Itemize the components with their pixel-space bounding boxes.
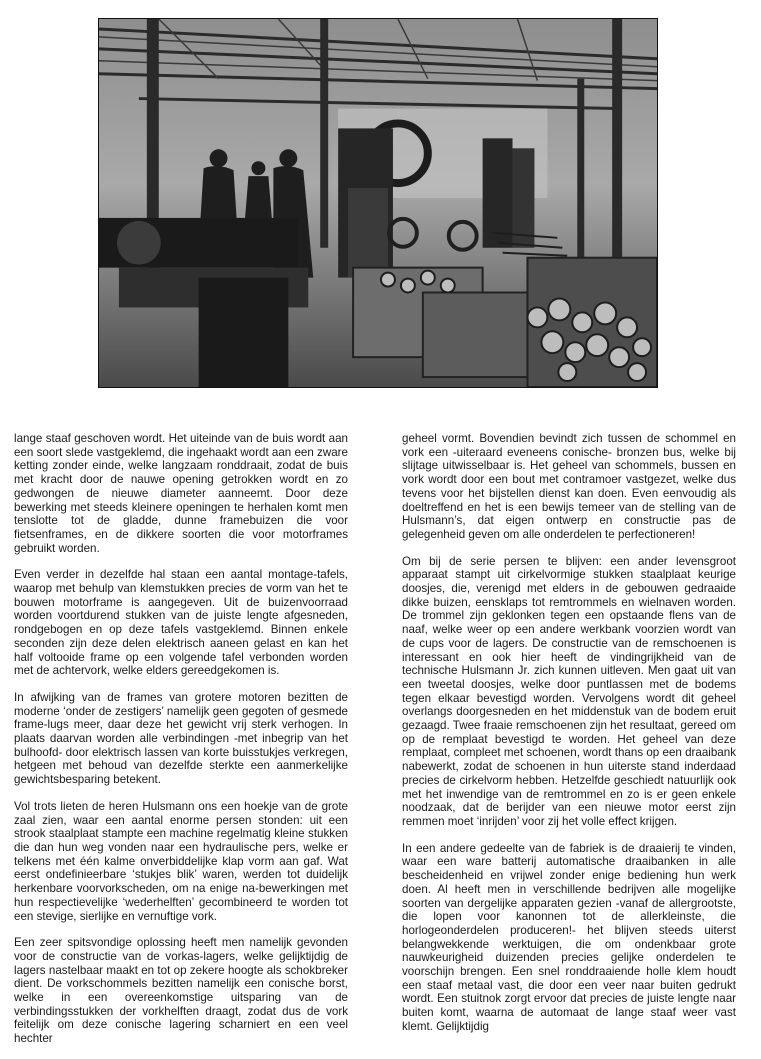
paragraph: lange staaf geschoven wordt. Het uiteinde van de buis wordt aan een soort slede vastgeklemd, die ingehaakt wordt aan een zware ketting zonder einde, welke langzaam ronddraait, zodat de buis met kracht door de nauwe opening getrokken wordt en zo gedwongen de nieuwe diameter aanneemt. Door deze bewerking met steeds kleinere openingen te herhalen komt men tenslotte tot de gladde, dunne framebuizen die voor fietsenframes, en de dikkere soorten die voor motorframes gebruikt worden. [14,432,348,555]
paragraph: Om bij de serie persen te blijven: een ander levensgroot apparaat stampt uit cirkelvormige stukken staalplaat keurige doosjes, die, verenigd met elders in de gebouwen gedraaide dikke buizen, eensklaps tot remtrommels en wielnaven worden. De trommel zijn geklonken tegen een opstaande flens van de naaf, welke weer op een andere werkbank voorzien wordt van de cups voor de lagers. De constructie van de remschoenen is interessant en ook hier heeft de vindingrijkheid van de technische Hulsmann Jr. zich kunnen uitleven. Men gaat uit van een tweetal doosjes, welke door puntlassen met de bodems tegen elkaar bevestigd worden. Vervolgens wordt dit geheel overlangs doorgesneden en het middenstuk van de bodem eruit gezaagd. Twee fraaie remschoenen zijn het resultaat, gereed om op de remplaat bevestigd te worden. Het geheel van deze remplaat, compleet met schoenen, wordt thans op een draaibank nabewerkt, zodat de schoenen in hun uiterste stand inderdaad precies de cirkelvorm hebben. Hetzelfde geschiedt natuurlijk ook met het inwendige van de remtrommel en zo is er geen enkele noodzaak, dat de berijder van een nieuwe motor eerst zijn remmen moet ‘inrijden’ voor zij het volle effect krijgen. [402,554,736,828]
factory-photo-image [99,19,657,387]
paragraph: geheel vormt. Bovendien bevindt zich tussen de schommel en vork een -uiteraard eveneens conische- bronzen bus, welke bij slijtage uitwisselbaar is. Het geheel van schommels, bussen en vork wordt door een bout met contramoer vastgezet, welke dus tevens voor het bijstellen dienst kan doen. Even eenvoudig als doeltreffend en het is een bewijs temeer van de stelling van de Hulsmann’s, dat eigen ontwerp en constructie pas de gelegenheid geven om alle onderdelen te perfectioneren! [402,432,736,541]
right-column [402,432,736,1047]
left-column [14,432,348,1059]
paragraph: Vol trots lieten de heren Hulsmann ons een hoekje van de grote zaal zien, waar een aantal enorme persen stonden: uit een strook staalplaat stampte een machine regelmatig kleine stukken die dan hun weg vonden naar een hydraulische pers, welke er telkens met één kalme onverbiddelijke klap vorm aan gaf. Wat eerst ondefinieerbare ‘stukjes blik’ waren, werden tot duidelijk herkenbare voorvorkscheden, om na enige na-bewerkingen met hun respectievelijke ‘wederhelften’ gecombineerd te worden tot een stevige, sierlijke en vernuftige vork. [14,799,348,923]
paragraph: Even verder in dezelfde hal staan een aantal montage-tafels, waarop met behulp van klemstukken precies de vorm van het te bouwen motorframe is aangegeven. Uit de buizenvoorraad worden voortdurend stukken van de juiste lengte afgesneden, rondgebogen en op deze tafels vastgeklemd. Binnen enkele seconden zijn deze delen elektrisch aaneen gelast en kan het half voltooide frame op een volgende tafel verbonden worden met de achtervork, welke elders gereedgekomen is. [14,568,348,678]
paragraph: Een zeer spitsvondige oplossing heeft men namelijk gevonden voor de constructie van de vorkas-lagers, welke gelijktijdig de lagers nastelbaar maakt en tot op zekere hoogte als schokbreker dient. De vorkschommels bezitten namelijk een conische borst, welke in een overeenkomstige uitsparing van de verbindingsstukken der vorkhelften draagt, zodat dus de vork feitelijk om deze conische lagering scharniert en een veel hechter [14,936,348,1046]
paragraph: In afwijking van de frames van grotere motoren bezitten de moderne ‘onder de zestigers’ namelijk geen gegoten of gesmede frame-lugs meer, daar deze het gewicht vrij sterk verhogen. In plaats daarvan worden alle verbindingen -met inbegrip van het bulhoofd- door elektrisch lassen van korte buisstukjes verkregen, hetgeen met behoud van dezelfde sterkte een aanmerkelijke gewichtsbesparing betekent. [14,690,348,787]
paragraph: In een andere gedeelte van de fabriek is de draaierij te vinden, waar een ware batterij automatische draaibanken in alle bescheidenheid en vrijwel zonder enige bediening hun werk doen. Al heeft men in verschillende bedrijven alle mogelijke soorten van dergelijke apparaten gezien -vanaf de allergrootste, die lopen voor kanonnen tot de allerkleinste, die horlogeonderdelen produceren!- het blijven steeds uiterst belangwekkende werktuigen, die om ondenkbaar grote nauwkeurigheid duizenden precies gelijke onderdelen te voorschijn brengen. Een snel ronddraaiende holle klem houdt een staaf metaal vast, die door een veer naar buiten gedrukt wordt. Een stuitnok zorgt ervoor dat precies de juiste lengte naar buiten komt, waarna de automaat de lange staaf weer vast klemt. Gelijktijdig [402,841,736,1033]
factory-photo [98,18,658,388]
